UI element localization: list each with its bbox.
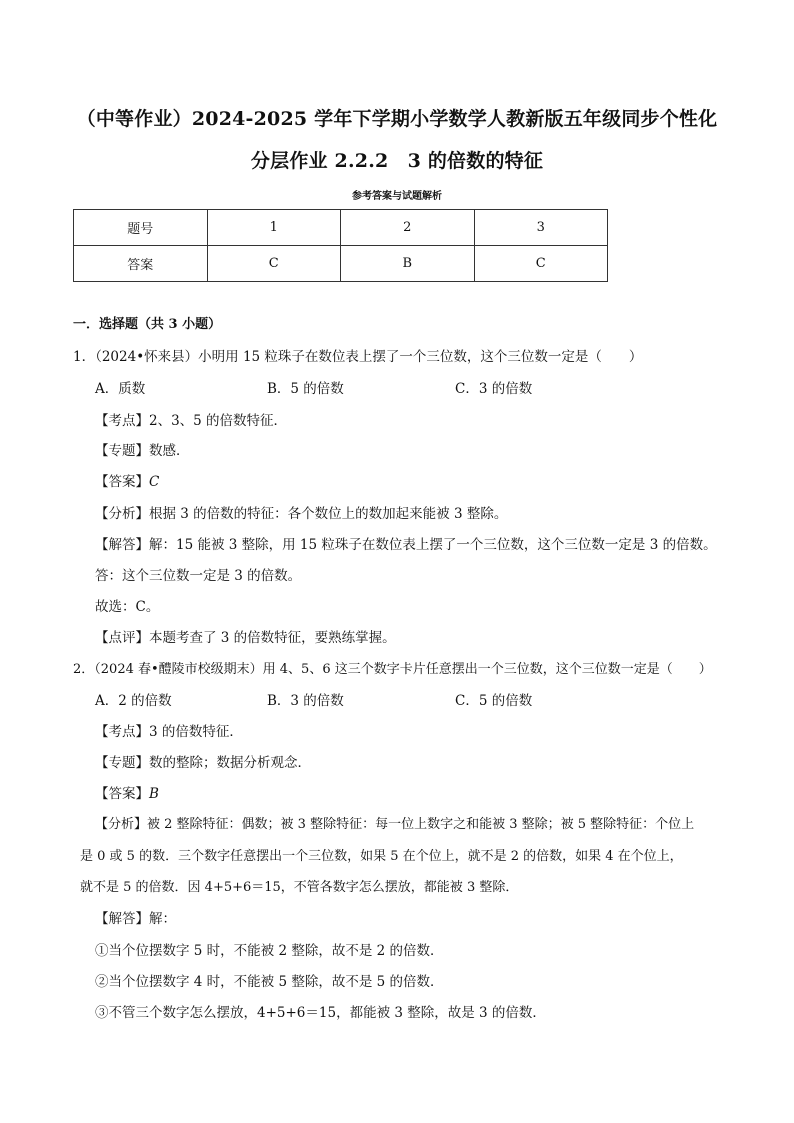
- question-1-option-c: C．3 的倍数: [455, 381, 533, 397]
- label-text: 本题考查了 3 的倍数特征，要熟练掌握。: [149, 630, 396, 646]
- label-text: B: [149, 786, 159, 802]
- section-heading: 一．选择题（共 3 小题）: [73, 317, 222, 332]
- answer-table-header-row: [74, 210, 608, 246]
- label-text: 数的整除；数据分析观念．: [149, 755, 311, 771]
- answer-table: [73, 209, 608, 282]
- document-title-line2: 分层作业 2.2.2 3 的倍数的特征: [250, 150, 544, 172]
- label-tag: 【考点】: [95, 413, 149, 429]
- question-2-step-3: ③不管三个数字怎么摆放，4+5+6＝15，都能被 3 整除，故是 3 的倍数．: [95, 1005, 546, 1021]
- question-1-dianping: [95, 629, 396, 647]
- document-subtitle: 参考答案与试题解析: [352, 191, 442, 202]
- label-tag: 【解答】: [95, 911, 149, 927]
- question-1-option-a: A．质数: [95, 381, 146, 397]
- label-tag: 【答案】: [95, 786, 149, 802]
- label-text: C: [149, 474, 160, 490]
- question-1-kaodian: [95, 412, 287, 430]
- label-tag: 【专题】: [95, 755, 149, 771]
- question-2-kaodian: [95, 723, 243, 741]
- label-tag: 【分析】: [95, 817, 148, 832]
- answer-table-answer-row: [74, 246, 608, 282]
- question-2-option-b: B．3 的倍数: [267, 693, 344, 709]
- question-1-da: 答：这个三位数一定是 3 的倍数。: [95, 568, 302, 584]
- table-cell: C: [474, 246, 608, 282]
- label-tag: 【分析】: [95, 506, 149, 522]
- question-2-daan: [95, 785, 159, 803]
- table-cell: 答案: [74, 246, 208, 282]
- question-2-option-a: A．2 的倍数: [95, 693, 172, 709]
- table-cell: 题号: [74, 210, 208, 246]
- question-1-daan: [95, 473, 159, 491]
- table-cell: 3: [474, 210, 608, 246]
- question-2-stem: 2．（2024 春•醴陵市校级期末）用 4、5、6 这三个数字卡片任意摆出一个三位数，这个三位数一定是（ ）: [73, 662, 712, 677]
- question-1-fenxi: [95, 505, 507, 523]
- question-1-stem: 1．（2024•怀来县）小明用 15 粒珠子在数位表上摆了一个三位数，这个三位数一定是（ ）: [73, 349, 643, 365]
- label-text: 数感．: [149, 443, 190, 459]
- label-text: 3 的倍数特征．: [149, 724, 243, 740]
- label-text: 解：: [149, 911, 176, 927]
- question-1-guxuan: 故选：C。: [95, 599, 160, 615]
- label-text: 2、3、5 的倍数特征．: [149, 413, 288, 429]
- question-2-fenxi-line2: 是 0 或 5 的数．三个数字任意摆出一个三位数，如果 5 在个位上，就不是 2 的倍数，如果 4 在个位上，: [80, 849, 683, 864]
- question-2-step-1: ①当个位摆数字 5 时，不能被 2 整除，故不是 2 的倍数．: [95, 943, 444, 959]
- question-2-step-2: ②当个位摆数字 4 时，不能被 5 整除，故不是 5 的倍数．: [95, 974, 444, 990]
- question-2-option-c: C．5 的倍数: [455, 693, 533, 709]
- label-text: 被 2 整除特征：偶数；被 3 整除特征：每一位上数字之和能被 3 整除；被 5 整除特征：个位上: [147, 817, 695, 832]
- table-cell: C: [207, 246, 341, 282]
- table-cell: 2: [341, 210, 475, 246]
- question-2-jieda: [95, 910, 176, 928]
- question-2-zhuanti: [95, 754, 311, 772]
- question-2-fenxi-line3: 就不是 5 的倍数．因 4+5+6＝15，不管各数字怎么摆放，都能被 3 整除．: [80, 880, 519, 895]
- label-tag: 【专题】: [95, 443, 149, 459]
- label-tag: 【答案】: [95, 474, 149, 490]
- label-text: 根据 3 的倍数的特征：各个数位上的数加起来能被 3 整除。: [149, 506, 508, 522]
- document-title-line1: （中等作业）2024-2025 学年下学期小学数学人教新版五年级同步个性化: [76, 108, 718, 130]
- question-2-fenxi-line1: [95, 816, 694, 834]
- table-cell: 1: [207, 210, 341, 246]
- question-1-jieda: [95, 536, 717, 554]
- label-tag: 【考点】: [95, 724, 149, 740]
- question-1-zhuanti: [95, 442, 190, 460]
- question-1-option-b: B．5 的倍数: [267, 381, 344, 397]
- label-tag: 【解答】: [95, 537, 149, 553]
- table-cell: B: [341, 246, 475, 282]
- label-tag: 【点评】: [95, 630, 149, 646]
- label-text: 解：15 能被 3 整除，用 15 粒珠子在数位表上摆了一个三位数，这个三位数一定是 3 的倍数。: [149, 537, 717, 553]
